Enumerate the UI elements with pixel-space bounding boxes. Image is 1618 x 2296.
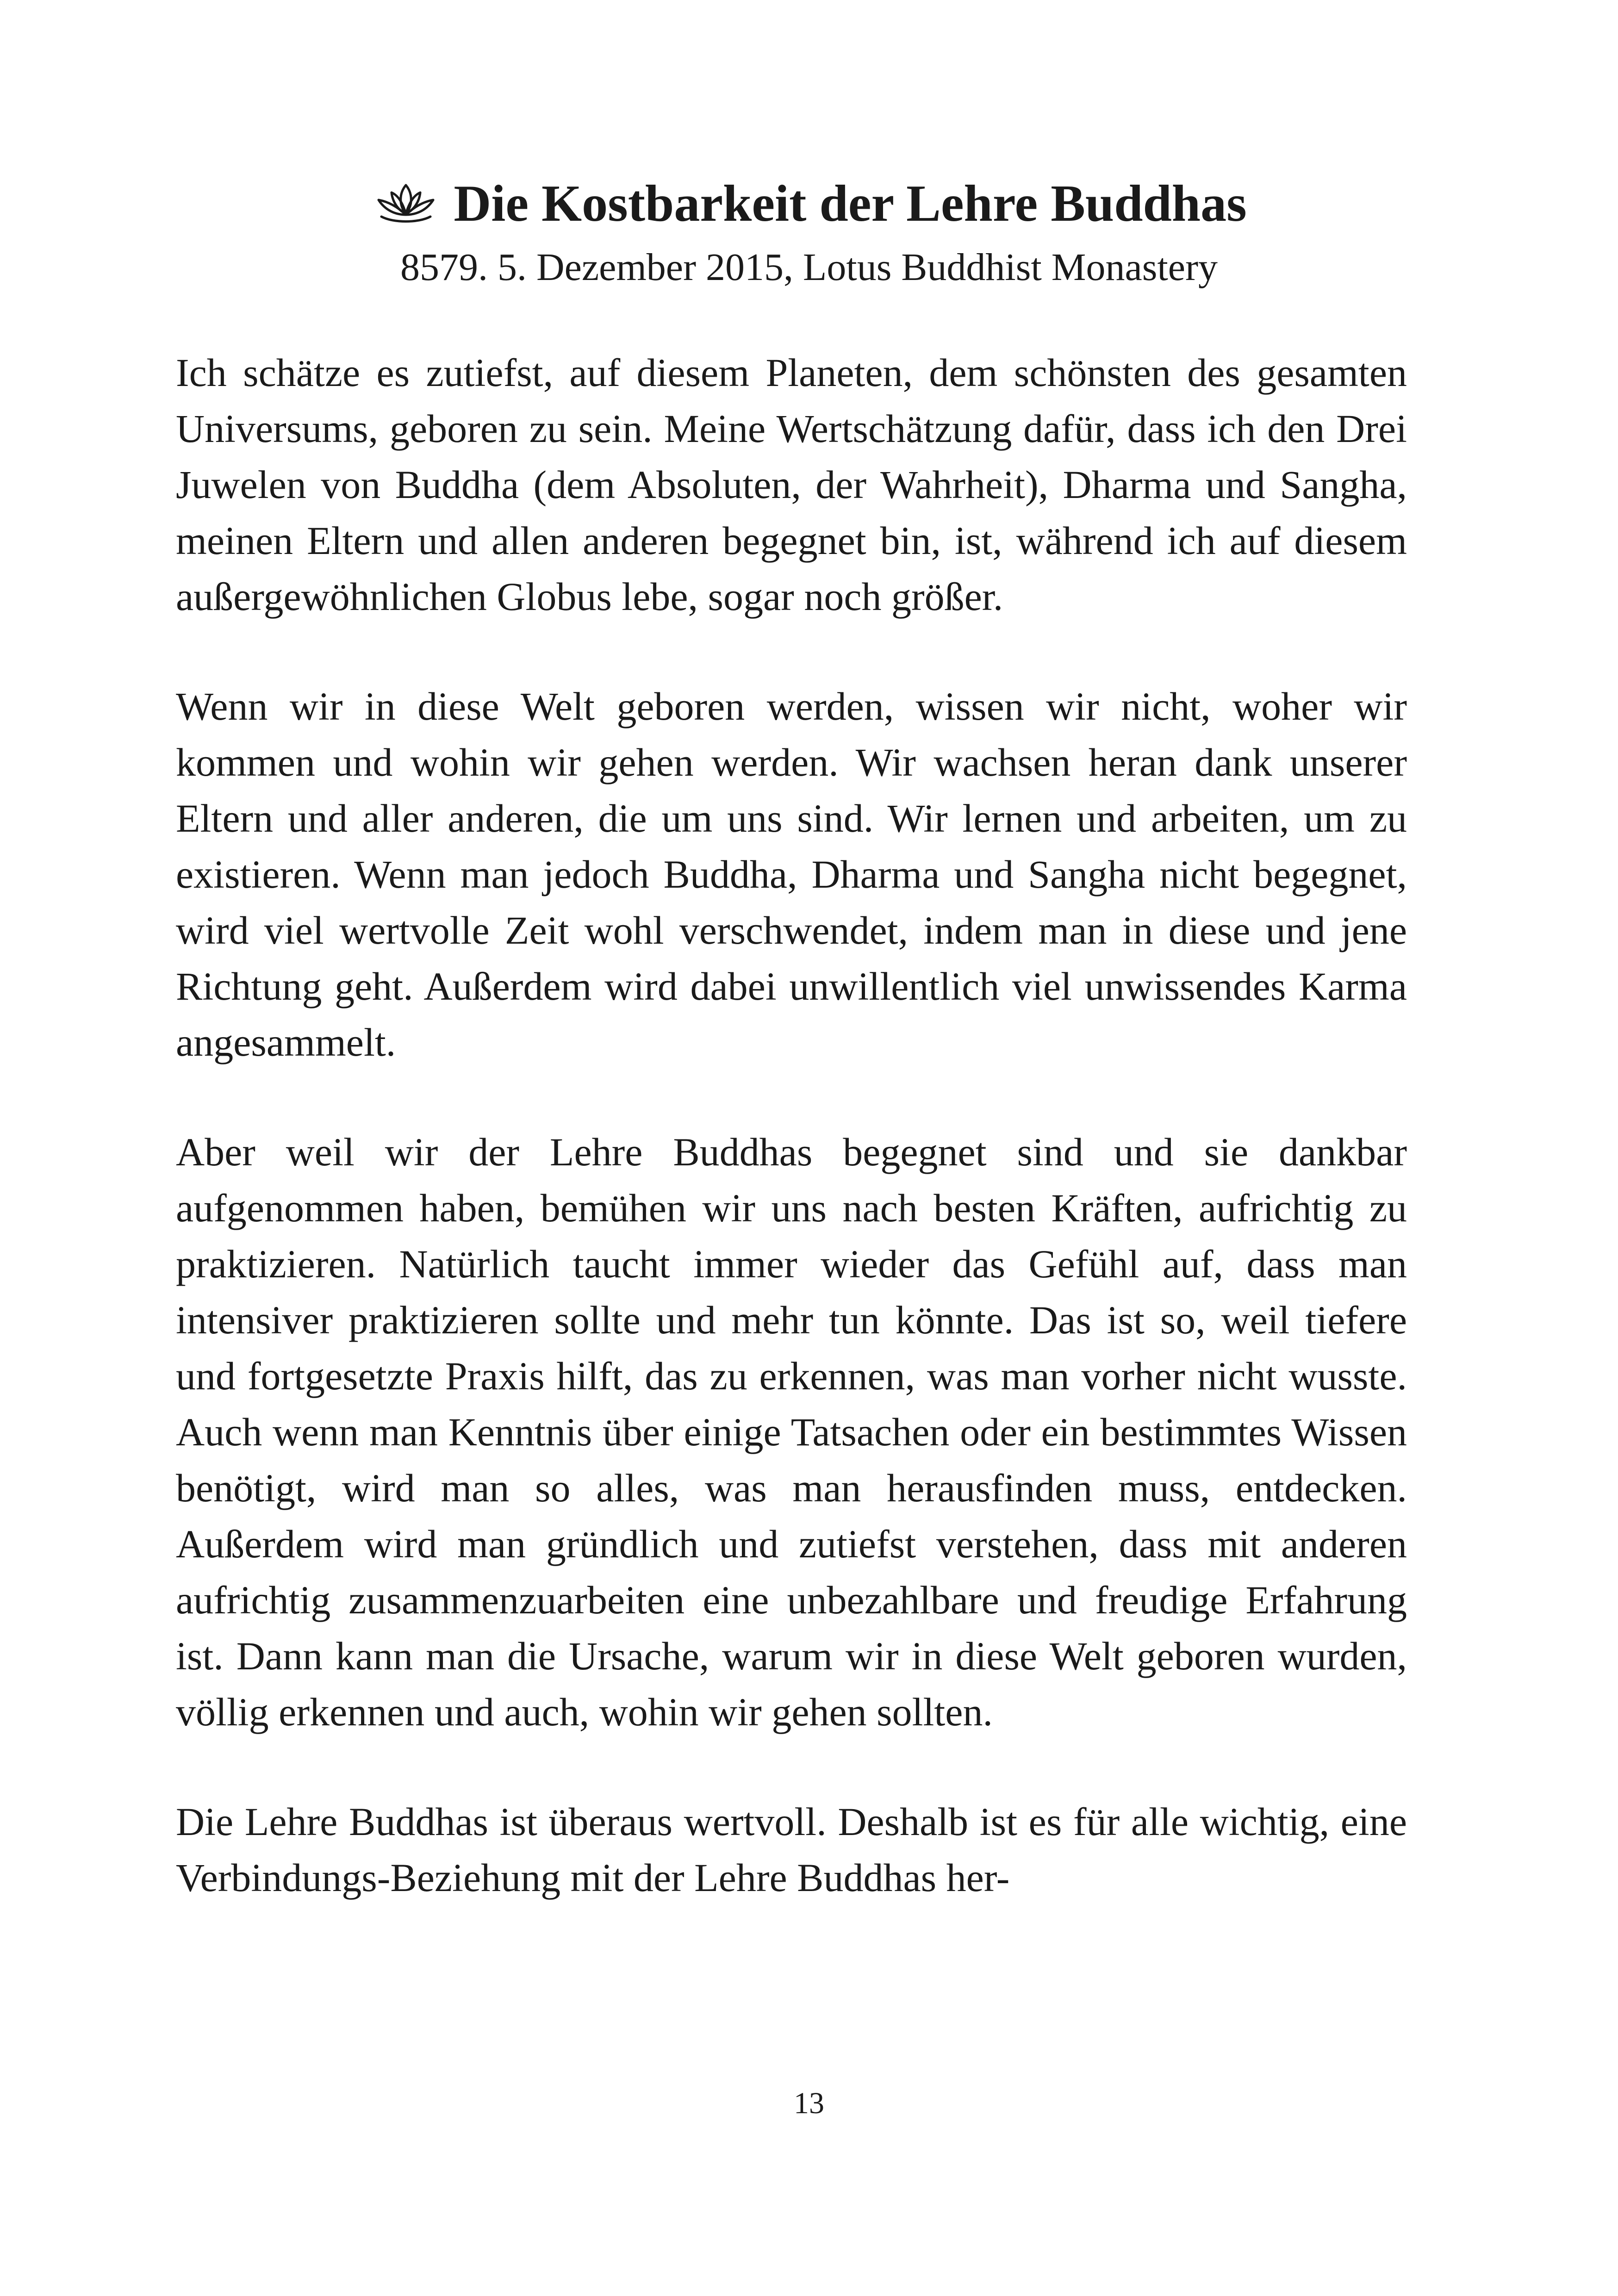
chapter-subtitle: 8579. 5. Dezember 2015, Lotus Buddhist Monastery (400, 246, 1218, 289)
chapter-title: Die Kostbarkeit der Lehre Buddhas (454, 175, 1247, 232)
chapter-header (0, 171, 1618, 295)
paragraph: Wenn wir in diese Welt geboren werden, wissen wir nicht, woher wir kommen und wohin wir gehen werden. Wir wachsen heran dank unserer Eltern und aller anderen, die um uns sind. Wir lernen und arbeiten, um zu existieren. Wenn man jedoch Buddha, Dharma und Sangha nicht begegnet, wird viel wertvolle Zeit wohl verschwendet, indem man in diese und jene Richtung geht. Außerdem wird dabei unwillentlich viel unwissendes Karma angesammelt. (176, 684, 1407, 1064)
paragraph: Ich schätze es zutiefst, auf diesem Planeten, dem schönsten des gesamten Universums, geboren zu sein. Meine Wertschätzung dafür, dass ich den Drei Juwelen von Buddha (dem Absoluten, der Wahrheit), Dharma und Sangha, meinen Eltern und allen anderen begegnet bin, ist, während ich auf diesem außergewöhnlichen Globus lebe, sogar noch größer. (176, 350, 1407, 619)
page-number: 13 (794, 2086, 824, 2120)
paragraph: Die Lehre Buddhas ist überaus wertvoll. Deshalb ist es für alle wichtig, eine Verbindungs-Beziehung mit der Lehre Buddhas her- (176, 1799, 1407, 1900)
chapter-title-line (371, 171, 1246, 236)
lotus-icon (371, 181, 441, 226)
body-text (176, 345, 1407, 1960)
paragraph: Aber weil wir der Lehre Buddhas begegnet sind und sie dankbar aufgenommen haben, bemühen wir uns nach besten Kräften, aufrichtig zu praktizieren. Natürlich taucht immer wieder das Gefühl auf, dass man intensiver praktizieren sollte und mehr tun könnte. Das ist so, weil tiefere und fortgesetzte Praxis hilft, das zu erkennen, was man vorher nicht wusste. Auch wenn man Kenntnis über einige Tatsachen oder ein bestimmtes Wissen benötigt, wird man so alles, was man herausfinden muss, entdecken. Außerdem wird man gründlich und zutiefst verstehen, dass mit anderen aufrichtig zusammenzuarbeiten eine unbezahlbare und freudige Erfahrung ist. Dann kann man die Ursache, warum wir in diese Welt geboren wurden, völlig erkennen und auch, wohin wir gehen sollten. (176, 1130, 1407, 1734)
